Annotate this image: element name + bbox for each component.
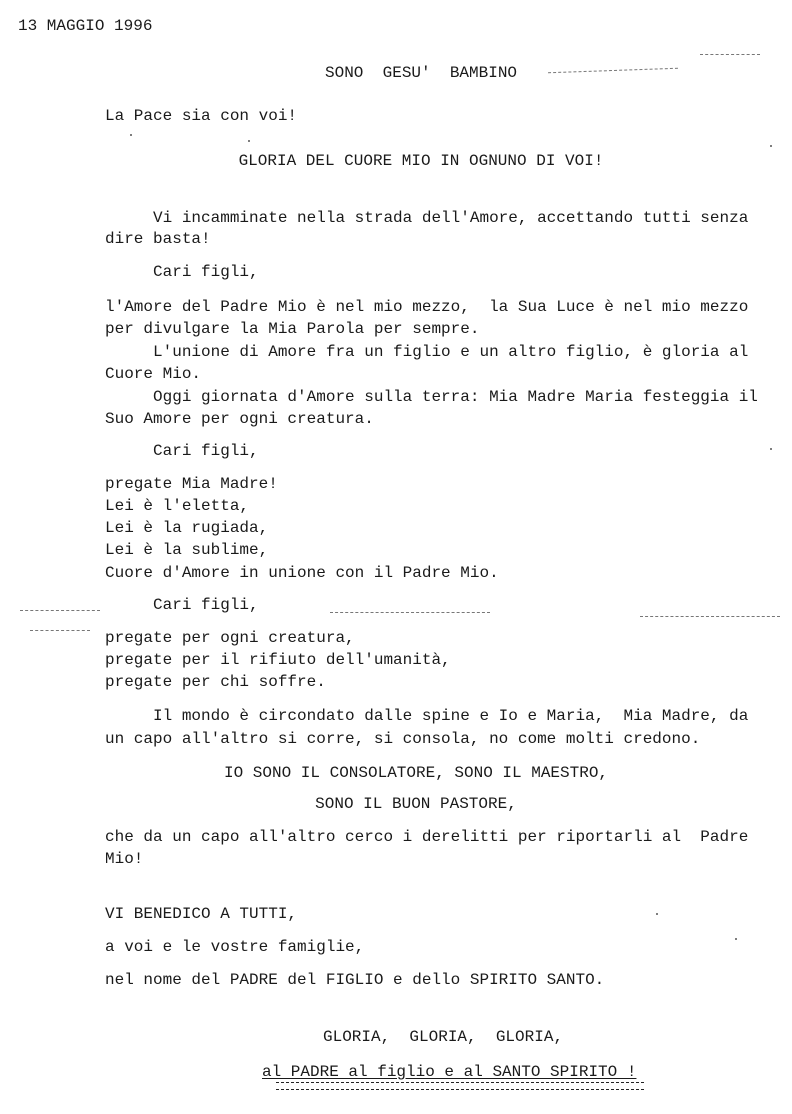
- pastore-line: SONO IL BUON PASTORE,: [315, 795, 517, 813]
- scan-speck: [248, 140, 250, 142]
- prayer-line: pregate per chi soffre.: [105, 673, 326, 691]
- scan-artifact: [330, 612, 490, 613]
- greeting: La Pace sia con voi!: [105, 107, 298, 125]
- blessing-line-2: a voi e le vostre famiglie,: [105, 938, 365, 956]
- prayer-line: pregate per ogni creatura,: [105, 629, 355, 647]
- scan-speck: [735, 938, 737, 940]
- scan-artifact: [20, 610, 100, 611]
- scan-artifact: [640, 616, 780, 617]
- scan-artifact: [700, 54, 760, 55]
- document-date: 13 MAGGIO 1996: [18, 17, 153, 35]
- scan-speck: [770, 145, 772, 147]
- paragraph-5-line-2: un capo all'altro si corre, si consola, no come molti credono.: [105, 730, 701, 748]
- salutation-2: Cari figli,: [105, 442, 259, 460]
- closing-final-line: al PADRE al figlio e al SANTO SPIRITO !: [262, 1063, 637, 1081]
- paragraph-2-line-1: l'Amore del Padre Mio è nel mio mezzo, la Sua Luce è nel mio mezzo: [105, 298, 749, 316]
- blessing-line-1: VI BENEDICO A TUTTI,: [105, 905, 298, 923]
- scan-speck: [130, 134, 132, 136]
- document-title: SONO GESU' BAMBINO: [325, 64, 518, 82]
- paragraph-1-line-1: Vi incamminate nella strada dell'Amore, accettando tutti senza: [105, 209, 749, 227]
- paragraph-6-line-2: Mio!: [105, 850, 144, 868]
- double-underline-rule: [276, 1082, 644, 1090]
- salutation-1: Cari figli,: [105, 263, 259, 281]
- paragraph-2-line-2: per divulgare la Mia Parola per sempre.: [105, 320, 480, 338]
- scan-speck: [656, 913, 658, 915]
- consolatore-line: IO SONO IL CONSOLATORE, SONO IL MAESTRO,: [223, 764, 609, 782]
- paragraph-6-line-1: che da un capo all'altro cerco i derelitti per riportarli al Padre: [105, 828, 749, 846]
- madre-line: Lei è l'eletta,: [105, 497, 250, 515]
- madre-line: pregate Mia Madre!: [105, 475, 278, 493]
- paragraph-4-line-1: Oggi giornata d'Amore sulla terra: Mia Madre Maria festeggia il: [105, 388, 758, 406]
- paragraph-5-line-1: Il mondo è circondato dalle spine e Io e Maria, Mia Madre, da: [105, 707, 749, 725]
- scan-artifact: [30, 630, 90, 631]
- scan-artifact: [548, 68, 678, 74]
- paragraph-3-line-1: L'unione di Amore fra un figlio e un altro figlio, è gloria al: [105, 343, 749, 361]
- blessing-line-3: nel nome del PADRE del FIGLIO e dello SPIRITO SANTO.: [105, 971, 605, 989]
- paragraph-1-line-2: dire basta!: [105, 230, 211, 248]
- madre-line: Lei è la sublime,: [105, 541, 269, 559]
- paragraph-3-line-2: Cuore Mio.: [105, 365, 202, 383]
- madre-line: Cuore d'Amore in unione con il Padre Mio.: [105, 564, 499, 582]
- salutation-3: Cari figli,: [105, 596, 259, 614]
- paragraph-4-line-2: Suo Amore per ogni creatura.: [105, 410, 374, 428]
- glory-heading: GLORIA DEL CUORE MIO IN OGNUNO DI VOI!: [238, 152, 604, 170]
- closing-gloria-line: GLORIA, GLORIA, GLORIA,: [323, 1028, 564, 1046]
- madre-line: Lei è la rugiada,: [105, 519, 269, 537]
- prayer-line: pregate per il rifiuto dell'umanità,: [105, 651, 451, 669]
- scan-speck: [770, 448, 772, 450]
